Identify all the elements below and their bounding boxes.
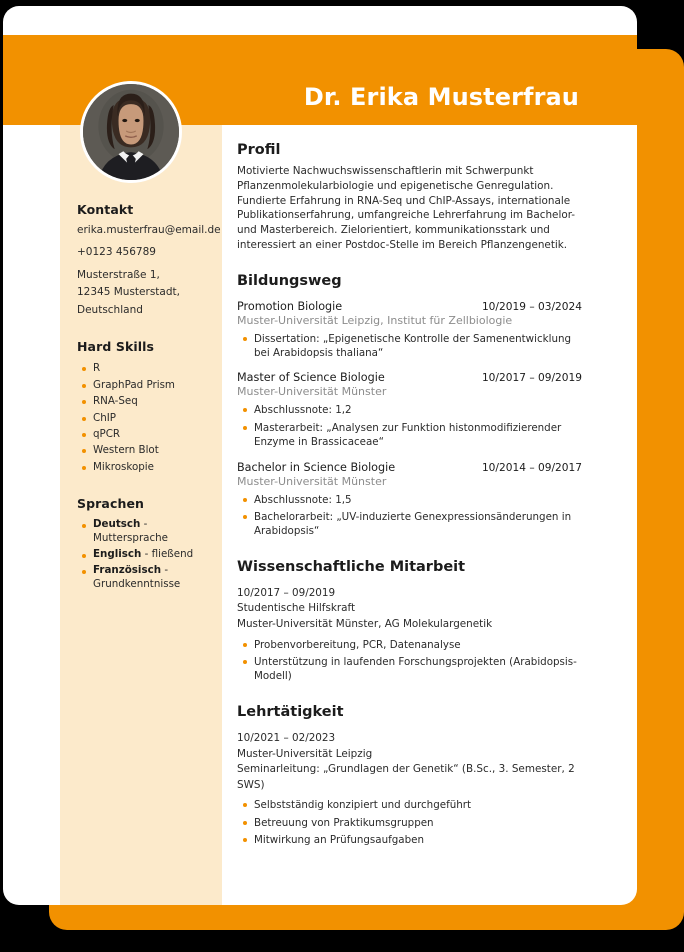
main-content [237,142,582,851]
entry-course: Seminarleitung: „Grundlagen der Genetik“ (B.Sc., 3. Semester, 2 SWS) [237,763,575,791]
entry-institution: Muster-Universität Münster [237,474,387,488]
cv-page [3,6,637,905]
list-item: GraphPad Prism [93,378,212,393]
entry-institution: Muster-Universität Leipzig, Institut für Zellbiologie [237,313,513,327]
language-level: - Muttersprache [93,518,169,545]
list-item: Unterstützung in laufenden Forschungsprojekten (Arabidopsis-Modell) [254,655,582,684]
list-item [93,518,212,546]
language-level: - fließend [144,548,194,561]
entry-institution: Muster-Universität Münster, AG Molekulargenetik [237,618,493,631]
language-level: - Grundkenntnisse [93,563,181,590]
contact-address-line-2: 12345 Musterstadt, [77,286,180,299]
list-item: Mikroskopie [93,460,212,475]
language-name: Englisch [93,548,142,561]
list-item: Mitwirkung an Prüfungsaufgaben [254,833,582,847]
portrait-photo-icon [83,84,179,180]
entry-bullets [237,493,582,539]
skills-list [77,361,212,475]
list-item: ChIP [93,411,212,426]
research-entry [237,586,582,684]
entry-date: 10/2021 – 02/2023 [237,731,336,744]
education-entry [237,300,582,361]
entry-bullets [237,403,582,449]
education-entry [237,371,582,449]
contact-address-line-3: Deutschland [77,303,143,316]
entry-date: 10/2017 – 09/2019 [481,372,582,385]
entry-role: Studentische Hilfskraft [237,602,356,615]
entry-date: 10/2019 – 03/2024 [481,300,582,313]
entry-header [237,371,582,384]
list-item: RNA-Seq [93,394,212,409]
list-item: Dissertation: „Epigenetische Kontrolle der Samenentwicklung bei Arabidopsis thaliana“ [254,332,582,361]
entry-title: Promotion Biologie [237,299,343,313]
entry-institution: Muster-Universität Münster [237,385,387,399]
list-item: Selbstständig konzipiert und durchgeführt [254,798,582,812]
research-heading: Wissenschaftliche Mitarbeit [237,558,466,575]
entry-header [237,300,582,313]
language-name: Deutsch [93,518,141,531]
entry-header [237,461,582,474]
language-name: Französisch [93,563,162,576]
profile-heading: Profil [237,142,281,158]
entry-bullets [237,798,582,847]
list-item [93,564,212,592]
education-entry [237,461,582,539]
languages-heading: Sprachen [77,496,145,512]
list-item: qPCR [93,427,212,442]
entry-date: 10/2014 – 09/2017 [481,461,582,474]
list-item: Betreuung von Praktikumsgruppen [254,816,582,830]
entry-title: Master of Science Biologie [237,371,385,385]
avatar [80,81,182,183]
teaching-heading: Lehrtätigkeit [237,703,344,720]
list-item: Western Blot [93,443,212,458]
sidebar-content [77,202,221,594]
teaching-entry [237,731,582,848]
education-heading: Bildungsweg [237,272,342,289]
entry-bullets [237,638,582,684]
page-title: Dr. Erika Musterfrau [303,83,579,111]
entry-bullets [237,332,582,361]
list-item: Abschlussnote: 1,5 [254,493,582,507]
contact-address-line-1: Musterstraße 1, [77,268,160,281]
contact-email[interactable]: erika.musterfrau@email.de [77,224,221,236]
list-item [93,548,212,562]
contact-heading: Kontakt [77,202,134,217]
entry-date: 10/2017 – 09/2019 [237,586,336,599]
list-item: Bachelorarbeit: „UV-induzierte Genexpressionsänderungen in Arabidopsis“ [254,510,582,539]
list-item: Abschlussnote: 1,2 [254,403,582,417]
list-item: Masterarbeit: „Analysen zur Funktion histonmodifizierender Enzyme in Brassicaceae“ [254,421,582,450]
list-item: Probenvorbereitung, PCR, Datenanalyse [254,638,582,652]
profile-text: Motivierte Nachwuchswissenschaftlerin mit Schwerpunkt Pflanzenmolekularbiologie und epigenetische Genregulation. Fundierte Erfahrung in RNA-Seq und ChIP-Assays, internationale Publikationserfahrung, umfangreiche Lehrerfahrung im Bachelor- und Masterbereich. Zielorientiert, kommunikationsstark und interessiert an einer Postdoc-Stelle im Bereich Pflanzengenetik. [237,165,576,251]
list-item: R [93,361,212,376]
skills-heading: Hard Skills [77,339,155,355]
languages-list [77,518,212,591]
contact-phone[interactable]: +0123 456789 [77,245,156,258]
entry-institution: Muster-Universität Leipzig [237,747,373,760]
entry-title: Bachelor in Science Biologie [237,460,396,474]
